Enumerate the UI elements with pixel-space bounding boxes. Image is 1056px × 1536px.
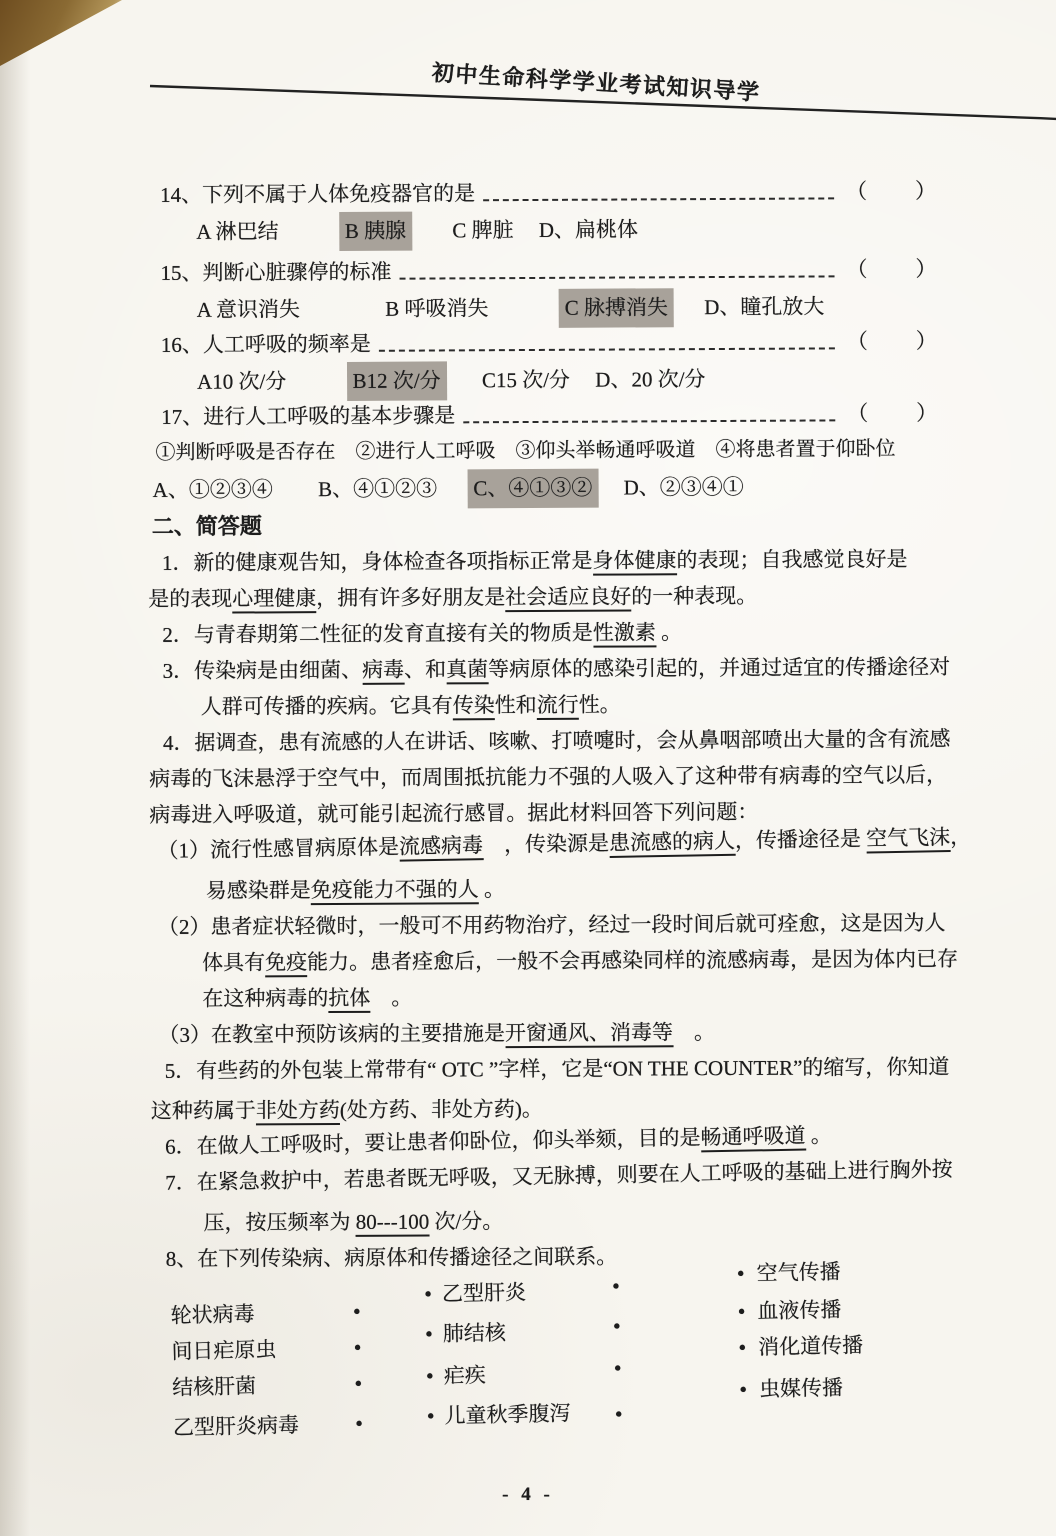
text-line <box>149 685 981 725</box>
corner-scan-artifact <box>0 0 122 66</box>
mcq-option-highlighted: B12 次/分 <box>346 361 446 401</box>
answer-blank-filled: 流感病毒 <box>399 833 483 861</box>
mcq-options-row <box>147 359 979 399</box>
answer-bracket: （ ） <box>846 256 939 282</box>
bullet-icon: • <box>424 1281 433 1307</box>
text-segment: 等病原体的感染引起的，并通过适宜的传播途径对 <box>488 654 951 682</box>
mcq-option: C 脾脏 <box>452 218 514 243</box>
matching-route-item <box>739 1373 843 1405</box>
text-line <box>151 1201 983 1241</box>
answer-blank-filled: 身体健康 <box>592 548 676 575</box>
bullet-icon: • <box>424 1321 434 1347</box>
route-label: 虫媒传播 <box>758 1375 844 1402</box>
mcq-option: A10 次/分 <box>197 369 287 394</box>
mcq-stem-row <box>146 251 978 291</box>
text-line <box>150 977 982 1017</box>
text-segment: 是的表现 <box>148 586 233 611</box>
text-segment: 。 <box>805 1123 832 1148</box>
matching-exercise <box>152 1254 988 1461</box>
answer-blank-filled: 心理健康 <box>232 586 316 613</box>
text-segment: （1）流行性感冒病原体是 <box>157 834 400 863</box>
dotted-leader <box>379 347 835 351</box>
answer-blank-filled: 非处方药 <box>256 1098 340 1125</box>
header-title: 初中生命科学学业考试知识导学 <box>431 59 762 106</box>
bullet-icon: • <box>353 1334 362 1360</box>
text-segment: 性和 <box>494 692 537 718</box>
matching-disease-item <box>427 1398 571 1431</box>
mcq-option: A 意识消失 <box>196 297 301 322</box>
answer-blank-filled: 性激素 <box>593 620 656 647</box>
answer-blank-filled: 抗体 <box>328 986 370 1013</box>
matching-connector-dot <box>612 1271 620 1301</box>
bullet-icon: • <box>354 1370 363 1396</box>
bullet-icon: • <box>614 1401 623 1427</box>
mcq-options-row <box>146 209 978 249</box>
matching-route-item <box>737 1295 841 1327</box>
bullet-icon: • <box>738 1334 747 1360</box>
bullet-icon: • <box>426 1403 435 1429</box>
pathogen-label: 乙型肝炎病毒 <box>172 1412 300 1440</box>
matching-connector-dot <box>613 1311 621 1341</box>
text-line <box>148 577 980 617</box>
text-segment: 7．在紧急救护中，若患者既无呼吸，又无脉搏，则要在人工呼吸的基础上进行胸外按 <box>165 1157 953 1195</box>
text-segment: ， <box>949 824 972 850</box>
mcq-question-text: 15、判断心脏骤停的标准 <box>160 259 392 285</box>
bullet-icon: • <box>739 1376 748 1402</box>
mcq-options-row <box>147 287 979 327</box>
mcq-option: D、20 次/分 <box>595 367 706 392</box>
text-segment: 。 <box>655 620 683 645</box>
text-line <box>149 757 981 797</box>
mcq-question-text: 17、进行人工呼吸的基本步骤是 <box>161 403 456 429</box>
text-segment: 性。 <box>578 692 621 717</box>
answer-blank-filled: 传染 <box>453 693 495 720</box>
text-line <box>148 541 980 581</box>
bullet-icon: • <box>354 1410 364 1436</box>
text-line <box>149 721 981 761</box>
text-segment: ，传播途径是 <box>734 826 867 853</box>
text-segment: (处方药、非处方药)。 <box>339 1096 543 1122</box>
mcq-question-text: 14、下列不属于人体免疫器官的是 <box>160 181 476 207</box>
bullet-icon: • <box>736 1260 745 1286</box>
answer-blank-filled: 畅通呼吸道 <box>700 1124 805 1153</box>
text-segment: 5．有些药的外包装上常带有“ OTC ”字样，它是“ON THE COUNTER”的缩写，你知道 <box>164 1054 950 1083</box>
mcq-option: B 呼吸消失 <box>385 296 489 321</box>
text-segment: 病毒的飞沫悬浮于空气中，而周围抵抗能力不强的人吸入了这种带有病毒的空气以后， <box>149 762 948 791</box>
text-segment: 次/分。 <box>429 1209 504 1234</box>
answer-bracket: （ ） <box>846 178 939 204</box>
disease-label: 肺结核 <box>442 1320 507 1346</box>
dotted-leader <box>483 197 834 201</box>
answer-bracket: （ ） <box>847 400 940 426</box>
mcq-option-highlighted: B 胰腺 <box>339 212 412 251</box>
matching-disease-item <box>426 1360 486 1391</box>
answer-blank-filled: 80---100 <box>356 1210 430 1237</box>
page-number: - 4 - <box>502 1484 554 1505</box>
bullet-icon: • <box>425 1363 434 1389</box>
mcq-options-row <box>148 467 980 507</box>
mcq-stem-row <box>146 173 978 213</box>
matching-pathogen-item <box>171 1333 362 1367</box>
answer-blank-filled: 空气飞沫 <box>866 825 950 853</box>
text-line <box>148 613 980 653</box>
answer-blank-filled: 免疫 <box>265 950 307 977</box>
matching-pathogen-item <box>172 1369 363 1403</box>
mcq-option: D、瞳孔放大 <box>704 294 825 320</box>
answer-blank-filled: 患流感的病人 <box>609 829 735 858</box>
answer-blank-filled: 免疫能力不强的人 <box>311 877 479 905</box>
text-segment: ，传染源是 <box>482 830 610 858</box>
answer-bracket: （ ） <box>846 328 939 354</box>
mcq-option-highlighted: C 脉搏消失 <box>559 288 674 328</box>
mcq-question-text: 16、人工呼吸的频率是 <box>160 331 371 357</box>
answer-blank-filled: 病毒 <box>362 658 404 685</box>
text-line <box>150 869 982 909</box>
matching-connector-dot <box>615 1399 623 1429</box>
matching-connector-dot <box>614 1353 622 1383</box>
text-segment: ，拥有许多好朋友是 <box>316 585 506 611</box>
text-segment: 。 <box>672 1020 716 1045</box>
route-label: 空气传播 <box>756 1259 841 1286</box>
answer-blank-filled: 真菌 <box>446 657 488 684</box>
matching-disease-item <box>425 1318 506 1350</box>
text-line <box>151 1049 983 1089</box>
section-heading: 二、简答题 <box>151 513 262 539</box>
matching-disease-item <box>424 1277 526 1309</box>
text-segment: 压，按压频率为 <box>203 1209 356 1235</box>
mcq-option-highlighted: C、④①③② <box>467 469 598 509</box>
mcq-stem-row <box>147 323 979 363</box>
pathogen-label: 间日疟原虫 <box>171 1337 277 1364</box>
text-segment: 、和 <box>404 657 447 682</box>
text-segment: 的一种表现。 <box>631 583 758 609</box>
text-segment: 。 <box>370 985 413 1010</box>
text-segment: 易感染群是 <box>205 878 311 903</box>
text-segment: 这种药属于 <box>150 1098 256 1123</box>
text-segment: 3．传染病是由细菌、 <box>162 657 363 683</box>
bullet-icon: • <box>352 1298 361 1324</box>
text-segment: 的表现；自我感觉良好是 <box>676 547 908 573</box>
text-line <box>150 905 982 945</box>
text-segment: （3）在教室中预防该病的主要措施是 <box>158 1021 506 1047</box>
disease-label: 疟疾 <box>443 1363 486 1388</box>
mcq-steps-line: ①判断呼吸是否存在 ②进行人工呼吸 ③仰头举畅通呼吸道 ④将患者置于仰卧位 <box>155 438 896 464</box>
text-segment: 4．据调查，患有流感的人在讲话、咳嗽、打喷嚏时，会从鼻咽部喷出大量的含有流感 <box>162 726 951 755</box>
disease-label: 乙型肝炎 <box>441 1280 527 1306</box>
pathogen-label: 结核肝菌 <box>171 1373 257 1400</box>
text-line <box>150 1013 982 1053</box>
text-segment: （2）患者症状轻微时，一般可不用药物治疗，经过一段时间后就可痊愈，这是因为人 <box>157 910 946 939</box>
text-segment: 体具有 <box>202 950 266 975</box>
text-segment: 6．在做人工呼吸时，要让患者仰卧位，仰头举颏，目的是 <box>164 1125 701 1159</box>
text-segment: 能力。患者痊愈后，一般不会再感染同样的流感病毒，是因为体内已存 <box>307 946 959 975</box>
matching-pathogen-item <box>173 1409 364 1443</box>
bullet-icon: • <box>611 1273 621 1299</box>
mcq-option: A、①②③④ <box>152 477 273 502</box>
disease-label: 儿童秋季腹泻 <box>444 1401 571 1428</box>
text-segment: 人群可传播的疾病。它具有 <box>200 693 453 719</box>
text-segment: 。 <box>478 877 506 902</box>
pathogen-label: 轮状病毒 <box>170 1301 255 1328</box>
answer-blank-filled: 社会适应良好 <box>505 584 631 612</box>
exam-content <box>146 173 985 1461</box>
matching-pathogen-item <box>170 1297 361 1331</box>
text-segment: 2．与青春期第二性征的发育直接有关的物质是 <box>162 620 593 647</box>
mcq-option: D、扁桃体 <box>538 217 639 242</box>
left-scan-shadow <box>0 0 30 1536</box>
route-label: 血液传播 <box>757 1297 842 1324</box>
dotted-leader <box>400 275 835 279</box>
text-line <box>148 649 980 689</box>
text-segment: 8、在下列传染病、病原体和传播途径之间联系。 <box>165 1244 618 1271</box>
text-segment: 1．新的健康观告知，身体检查各项指标正常是 <box>161 548 593 575</box>
mcq-option: C15 次/分 <box>481 367 571 393</box>
mcq-option: A 淋巴结 <box>196 219 279 244</box>
answer-blank-filled: 开窗通风、消毒等 <box>505 1020 673 1048</box>
dotted-leader <box>463 419 835 423</box>
route-label: 消化道传播 <box>757 1333 864 1360</box>
mcq-stem-row <box>147 395 979 435</box>
bullet-icon: • <box>613 1355 622 1381</box>
bullet-icon: • <box>737 1298 746 1324</box>
text-segment: 在这种病毒的 <box>202 986 329 1011</box>
bullet-icon: • <box>612 1313 621 1339</box>
matching-route-item <box>737 1257 841 1289</box>
mcq-option: B、④①②③ <box>317 476 438 502</box>
text-segment: 病毒进入呼吸道，就可能引起流行感冒。据此材料回答下列问题： <box>149 799 759 827</box>
text-line <box>150 941 982 981</box>
matching-route-item <box>738 1330 863 1363</box>
mcq-option: D、②③④① <box>623 474 744 500</box>
answer-blank-filled: 流行 <box>537 693 579 720</box>
